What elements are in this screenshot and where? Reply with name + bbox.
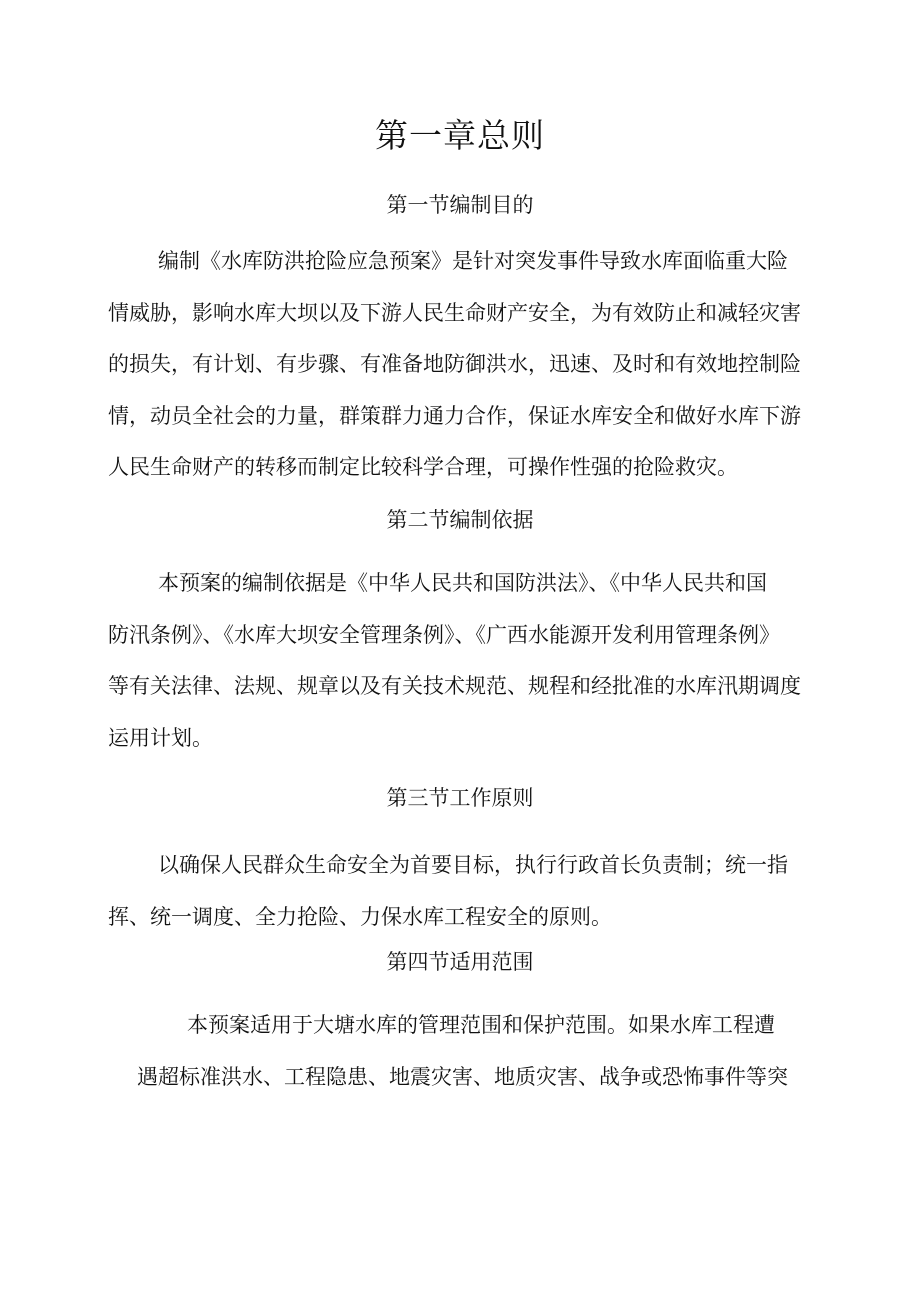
paragraph-line: 以确保人民群众生命安全为首要目标，执行行政首长负责制；统一指 (158, 853, 788, 877)
section-heading-2: 第二节编制依据 (386, 508, 534, 532)
section-heading-4: 第四节适用范围 (386, 950, 534, 974)
paragraph-line: 挥、统一调度、全力抢险、力保水库工程安全的原则。 (108, 904, 612, 929)
section-1-paragraph (108, 236, 814, 494)
section-3-paragraph (108, 840, 814, 943)
paragraph-line: 情，动员全社会的力量，群策群力通力合作，保证水库安全和做好水库下游 (108, 403, 801, 428)
paragraph-line: 防汛条例》、《水库大坝安全管理条例》、《广西水能源开发利用管理条例》 (108, 622, 780, 647)
chapter-title: 第一章总则 (375, 116, 545, 155)
paragraph-line: 的损失，有计划、有步骤、有准备地防御洪水，迅速、及时和有效地控制险 (108, 352, 801, 376)
paragraph-line: 等有关法律、法规、规章以及有关技术规范、规程和经批准的水库汛期调度 (108, 674, 801, 698)
paragraph-line: 运用计划。 (108, 725, 213, 750)
paragraph-line: 编制《水库防洪抢险应急预案》是针对突发事件导致水库面临重大险 (158, 249, 788, 273)
paragraph-line: 本预案适用于大塘水库的管理范围和保护范围。如果水库工程遭 (187, 1013, 775, 1037)
section-heading-3: 第三节工作原则 (386, 786, 534, 810)
paragraph-line: 本预案的编制依据是《中华人民共和国防洪法》、《中华人民共和国 (158, 571, 767, 595)
section-2-paragraph (108, 558, 814, 764)
paragraph-line: 遇超标准洪水、工程隐患、地震灾害、地质灾害、战争或恐怖事件等突 (137, 1064, 788, 1089)
section-heading-1: 第一节编制目的 (386, 193, 534, 217)
section-4-paragraph (137, 1000, 812, 1103)
paragraph-line: 人民生命财产的转移而制定比较科学合理，可操作性强的抢险救灾。 (108, 455, 738, 479)
paragraph-line: 情威胁，影响水库大坝以及下游人民生命财产安全，为有效防止和减轻灾害 (108, 300, 801, 325)
